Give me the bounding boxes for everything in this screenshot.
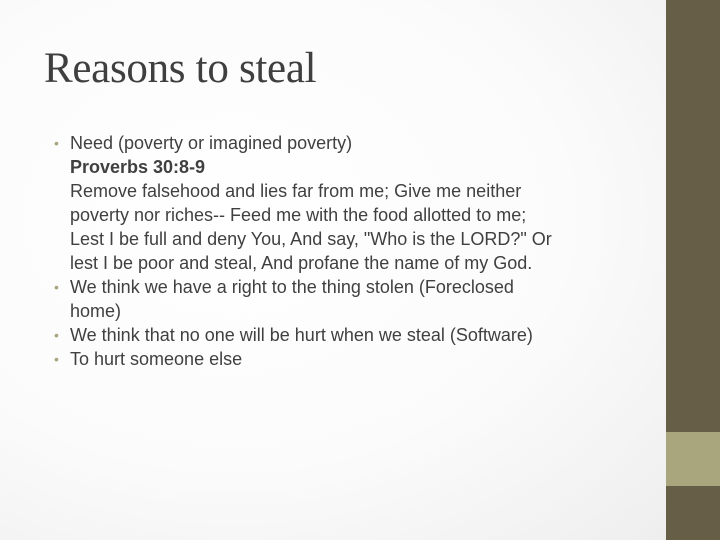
bullet-text: We think we have a right to the thing stolen (Foreclosed (70, 277, 514, 297)
bullet-text: home) (70, 301, 122, 321)
bullet-dot-icon: • (54, 135, 59, 151)
side-accent-footer (666, 486, 720, 540)
side-accent-block (666, 432, 720, 486)
scripture-reference: Proverbs 30:8-9 (70, 157, 206, 177)
bullet-item-hurt-someone (50, 347, 610, 371)
bullet-text: We think that no one will be hurt when we steal (Software) (70, 325, 533, 345)
bullet-list (50, 131, 610, 371)
scripture-quote-line: Remove falsehood and lies far from me; Give me neither (70, 181, 522, 201)
side-accent-bar (666, 0, 720, 432)
scripture-quote-line: lest I be poor and steal, And profane the name of my God. (70, 253, 533, 273)
bullet-dot-icon: • (54, 327, 59, 343)
scripture-quote-line: Lest I be full and deny You, And say, "Who is the LORD?" Or (70, 229, 552, 249)
bullet-item-right (50, 275, 610, 323)
scripture-quote-line: poverty nor riches-- Feed me with the food allotted to me; (70, 205, 527, 225)
bullet-text: Need (poverty or imagined poverty) (70, 133, 353, 153)
bullet-item-need (50, 131, 610, 275)
bullet-dot-icon: • (54, 351, 59, 367)
slide-title: Reasons to steal (44, 45, 317, 92)
bullet-item-no-one-hurt (50, 323, 610, 347)
bullet-text: To hurt someone else (70, 349, 243, 369)
bullet-dot-icon: • (54, 279, 59, 295)
